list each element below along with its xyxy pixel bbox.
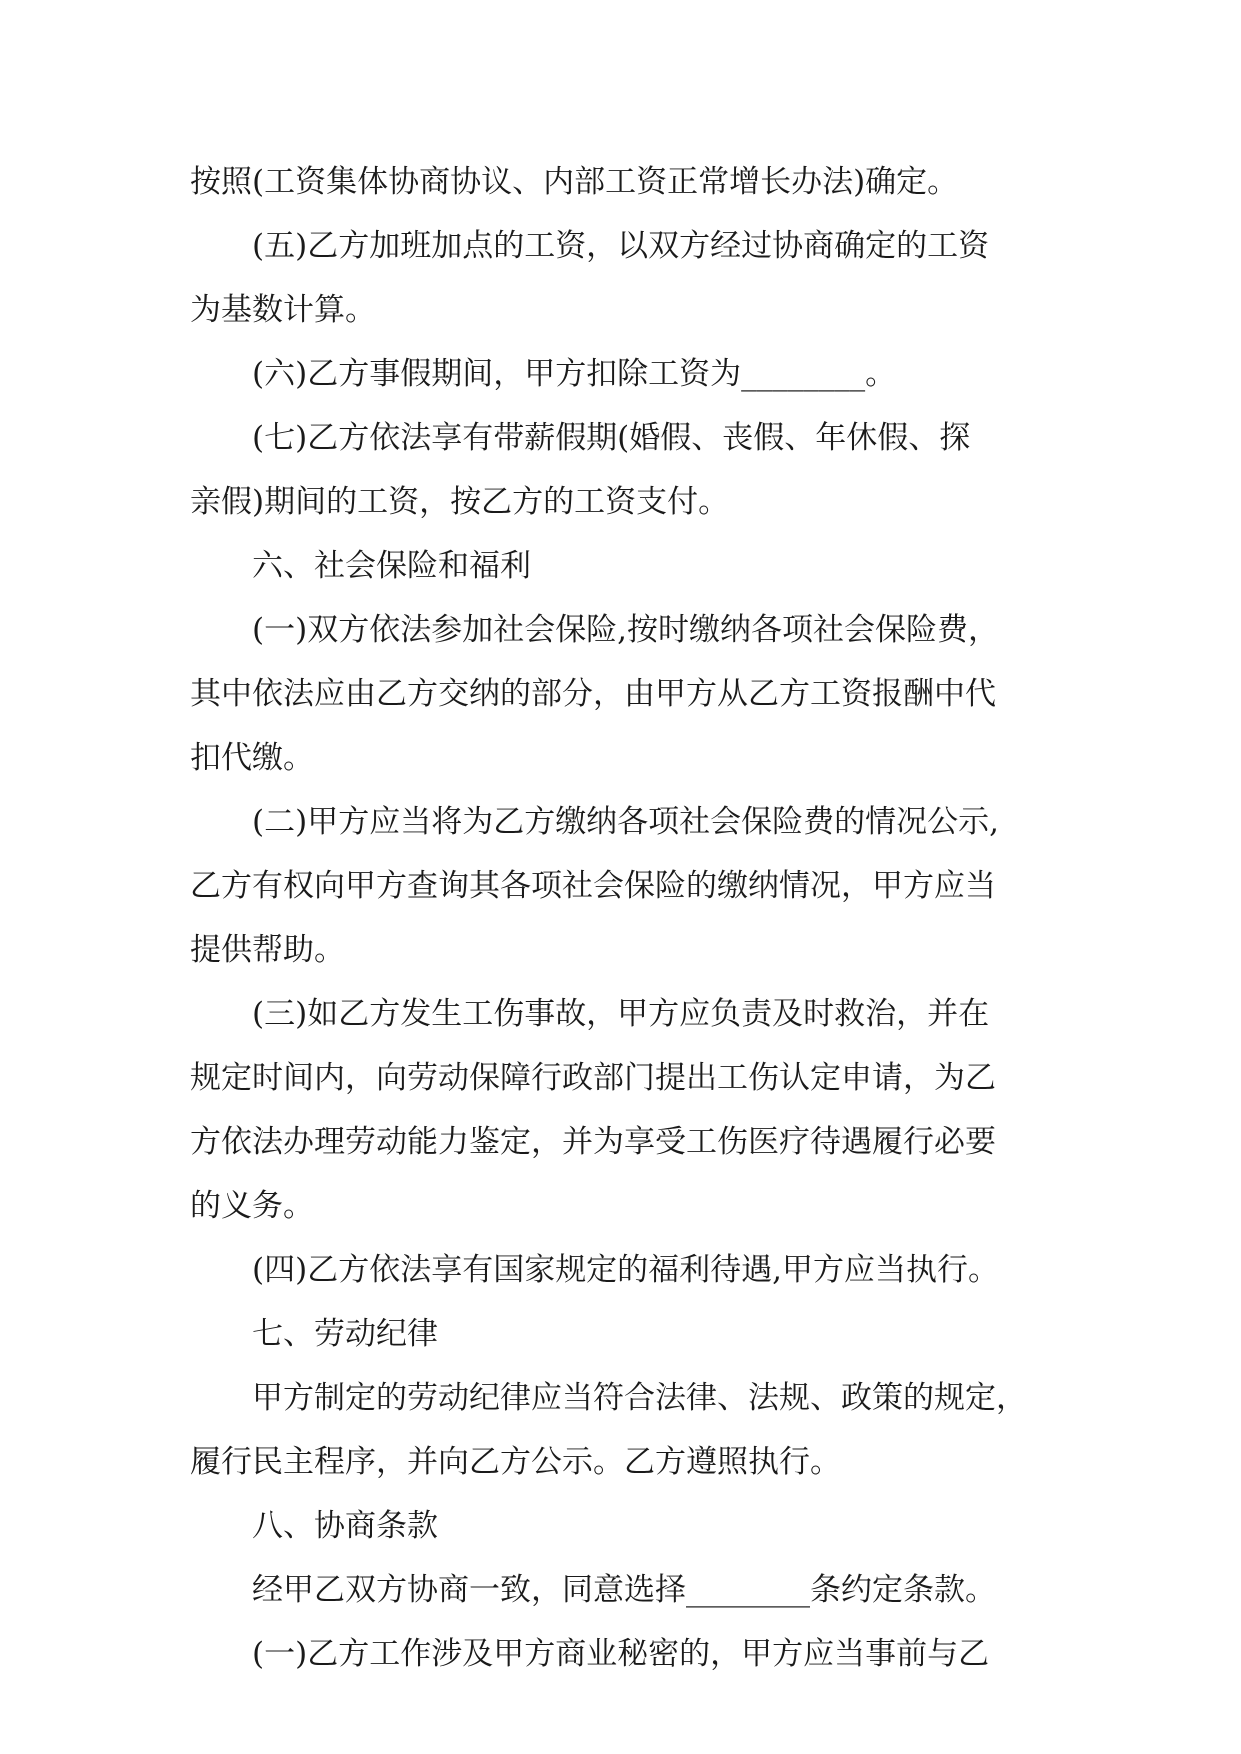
paragraph-line: 提供帮助。 [190, 932, 345, 968]
section-heading: 七、劳动纪律 [252, 1316, 438, 1352]
paragraph-line: (三)如乙方发生工伤事故，甲方应负责及时救治，并在 [252, 996, 990, 1032]
paragraph-line: 方依法办理劳动能力鉴定，并为享受工伤医疗待遇履行必要 [190, 1124, 996, 1160]
section-heading: 八、协商条款 [252, 1508, 438, 1544]
paragraph-line: (一)乙方工作涉及甲方商业秘密的，甲方应当事前与乙 [252, 1636, 990, 1672]
paragraph-line: (六)乙方事假期间，甲方扣除工资为________。 [252, 356, 897, 392]
paragraph-line: 亲假)期间的工资，按乙方的工资支付。 [190, 484, 730, 520]
paragraph-line: (二)甲方应当将为乙方缴纳各项社会保险费的情况公示, [252, 804, 1000, 840]
paragraph-line: 乙方有权向甲方查询其各项社会保险的缴纳情况，甲方应当 [190, 868, 996, 904]
paragraph-line: 经甲乙双方协商一致，同意选择________条约定条款。 [252, 1572, 996, 1608]
paragraph-line: 按照(工资集体协商协议、内部工资正常增长办法)确定。 [190, 164, 959, 200]
paragraph-line: 履行民主程序，并向乙方公示。乙方遵照执行。 [190, 1444, 841, 1480]
section-heading: 六、社会保险和福利 [252, 548, 531, 584]
paragraph-line: 的义务。 [190, 1188, 314, 1224]
paragraph-line: (四)乙方依法享有国家规定的福利待遇,甲方应当执行。 [252, 1252, 1000, 1288]
paragraph-line: (五)乙方加班加点的工资，以双方经过协商确定的工资 [252, 228, 990, 264]
document-body [190, 150, 1050, 1686]
paragraph-line: 扣代缴。 [190, 740, 314, 776]
paragraph-line: 为基数计算。 [190, 292, 376, 328]
paragraph-line: (一)双方依法参加社会保险,按时缴纳各项社会保险费， [252, 612, 1000, 648]
paragraph-line: (七)乙方依法享有带薪假期(婚假、丧假、年休假、探 [252, 420, 971, 456]
paragraph-line: 其中依法应由乙方交纳的部分，由甲方从乙方工资报酬中代 [190, 676, 996, 712]
paragraph-line: 甲方制定的劳动纪律应当符合法律、法规、政策的规定， [252, 1380, 1027, 1416]
paragraph-line: 规定时间内，向劳动保障行政部门提出工伤认定申请，为乙 [190, 1060, 996, 1096]
